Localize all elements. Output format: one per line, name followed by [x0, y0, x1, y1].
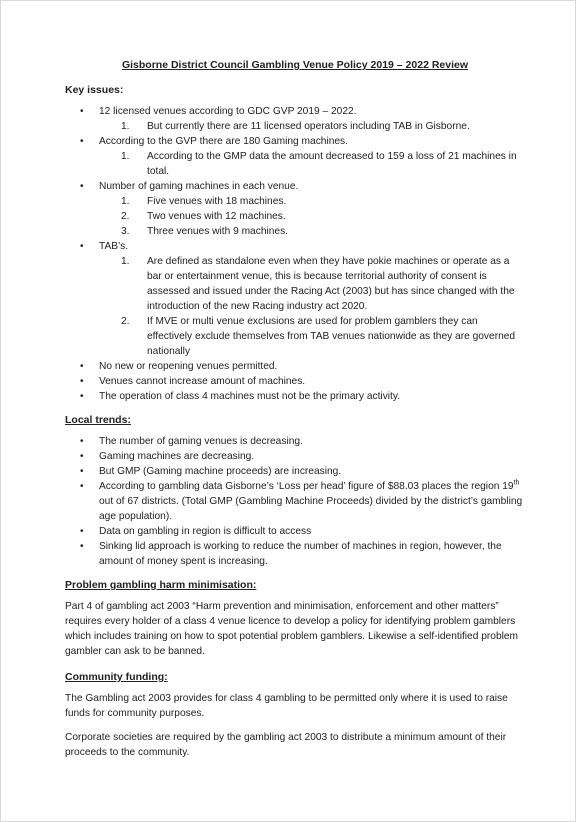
bullet-icon: •: [80, 376, 84, 387]
sub-item-number: 2.: [121, 211, 130, 222]
list-item: [65, 104, 525, 134]
list-item: [65, 524, 525, 539]
list-item-text: Venues cannot increase amount of machines.: [99, 376, 306, 387]
list-item-text: Gaming machines are decreasing.: [99, 451, 255, 462]
bullet-icon: •: [80, 181, 84, 192]
list-item-text: No new or reopening venues permitted.: [99, 361, 278, 372]
sub-item-number: 1.: [121, 151, 130, 162]
list-item: [65, 479, 525, 524]
list-item-text: 12 licensed venues according to GDC GVP 2019 – 2022.: [99, 106, 357, 117]
bullet-icon: •: [80, 466, 84, 477]
key-issues-heading: Key issues:: [65, 84, 124, 96]
bullet-icon: •: [80, 391, 84, 402]
sub-list-item: [121, 224, 525, 239]
list-item: [65, 539, 525, 569]
loss-per-head-text-cont: out of 67 districts. (Total GMP (Gambling Machine Proceeds) divided by the district’s gambling age population).: [99, 496, 523, 522]
sub-item-text: Five venues with 18 machines.: [147, 196, 287, 207]
community-funding-paragraph: Corporate societies are required by the gambling act 2003 to distribute a minimum amount of their proceeds to the community.: [65, 732, 507, 758]
list-item: [65, 464, 525, 479]
list-item-text: The operation of class 4 machines must not be the primary activity.: [99, 391, 401, 402]
list-item-text: The number of gaming venues is decreasing.: [99, 436, 303, 447]
sub-list-item: [121, 314, 525, 359]
community-funding-paragraph: The Gambling act 2003 provides for class 4 gambling to be permitted only where it is used to raise funds for community purposes.: [65, 693, 508, 719]
harm-minimisation-heading: Problem gambling harm minimisation:: [65, 579, 257, 591]
list-item: [65, 374, 525, 389]
local-trends-heading: Local trends:: [65, 414, 131, 426]
key-issues-list: [65, 104, 525, 404]
bullet-icon: •: [80, 241, 84, 252]
sub-item-text: Two venues with 12 machines.: [147, 211, 286, 222]
sub-list-item: [121, 254, 525, 314]
loss-per-head-text: According to gambling data Gisborne’s ‘Loss per head’ figure of $88.03 places the region 19: [99, 481, 514, 492]
sub-list-item: [121, 209, 525, 224]
sub-list: [99, 194, 525, 239]
sub-item-text: According to the GMP data the amount decreased to 159 a loss of 21 machines in total.: [147, 151, 517, 177]
list-item: [65, 134, 525, 179]
bullet-icon: •: [80, 451, 84, 462]
list-item-text: Number of gaming machines in each venue.: [99, 181, 299, 192]
bullet-icon: •: [80, 526, 84, 537]
sub-item-number: 1.: [121, 196, 130, 207]
sub-item-number: 3.: [121, 226, 130, 237]
list-item: [65, 389, 525, 404]
bullet-icon: •: [80, 436, 84, 447]
ordinal-suffix: th: [513, 479, 520, 487]
document-title: Gisborne District Council Gambling Venue Policy 2019 – 2022 Review: [121, 59, 469, 71]
list-item: [65, 434, 525, 449]
bullet-icon: •: [80, 481, 84, 492]
sub-item-text: Are defined as standalone even when they have pokie machines or operate as a bar or entertainment venue, this is because territorial authority of consent is assessed and issued under the Racing Act (2003) but has since changed with the introduction of the new Racing industry act 2020.: [147, 256, 515, 312]
bullet-icon: •: [80, 541, 84, 552]
sub-list: [99, 254, 525, 359]
sub-list: [99, 119, 525, 134]
bullet-icon: •: [80, 361, 84, 372]
list-item: [65, 239, 525, 359]
list-item-text: Sinking lid approach is working to reduce the number of machines in region, however, the amount of money spent is increasing.: [99, 541, 502, 567]
sub-item-text: If MVE or multi venue exclusions are used for problem gamblers they can effectively exclude themselves from TAB venues nationwide as they are governed nationally: [147, 316, 516, 357]
local-trends-list: [65, 434, 525, 569]
list-item-text: Data on gambling in region is difficult to access: [99, 526, 312, 537]
list-item-text: TAB’s.: [99, 241, 129, 252]
list-item-text: But GMP (Gaming machine proceeds) are increasing.: [99, 466, 342, 477]
sub-list: [99, 149, 525, 179]
community-funding-heading: Community funding:: [65, 671, 168, 683]
sub-item-number: 1.: [121, 121, 130, 132]
list-item-text: According to the GVP there are 180 Gaming machines.: [99, 136, 348, 147]
list-item: [65, 359, 525, 374]
sub-list-item: [121, 194, 525, 209]
sub-list-item: [121, 149, 525, 179]
sub-item-number: 2.: [121, 316, 130, 327]
list-item: [65, 179, 525, 239]
list-item: [65, 449, 525, 464]
sub-item-text: Three venues with 9 machines.: [147, 226, 288, 237]
sub-item-number: 1.: [121, 256, 130, 267]
sub-item-text: But currently there are 11 licensed operators including TAB in Gisborne.: [147, 121, 470, 132]
bullet-icon: •: [80, 136, 84, 147]
sub-list-item: [121, 119, 525, 134]
bullet-icon: •: [80, 106, 84, 117]
harm-minimisation-paragraph: Part 4 of gambling act 2003 “Harm prevention and minimisation, enforcement and other matters” requires every holder of a class 4 venue licence to develop a policy for identifying problem gamblers which includes training on how to spot potential problem gamblers. Likewise a self-identified problem gambler can ask to be banned.: [65, 601, 519, 657]
